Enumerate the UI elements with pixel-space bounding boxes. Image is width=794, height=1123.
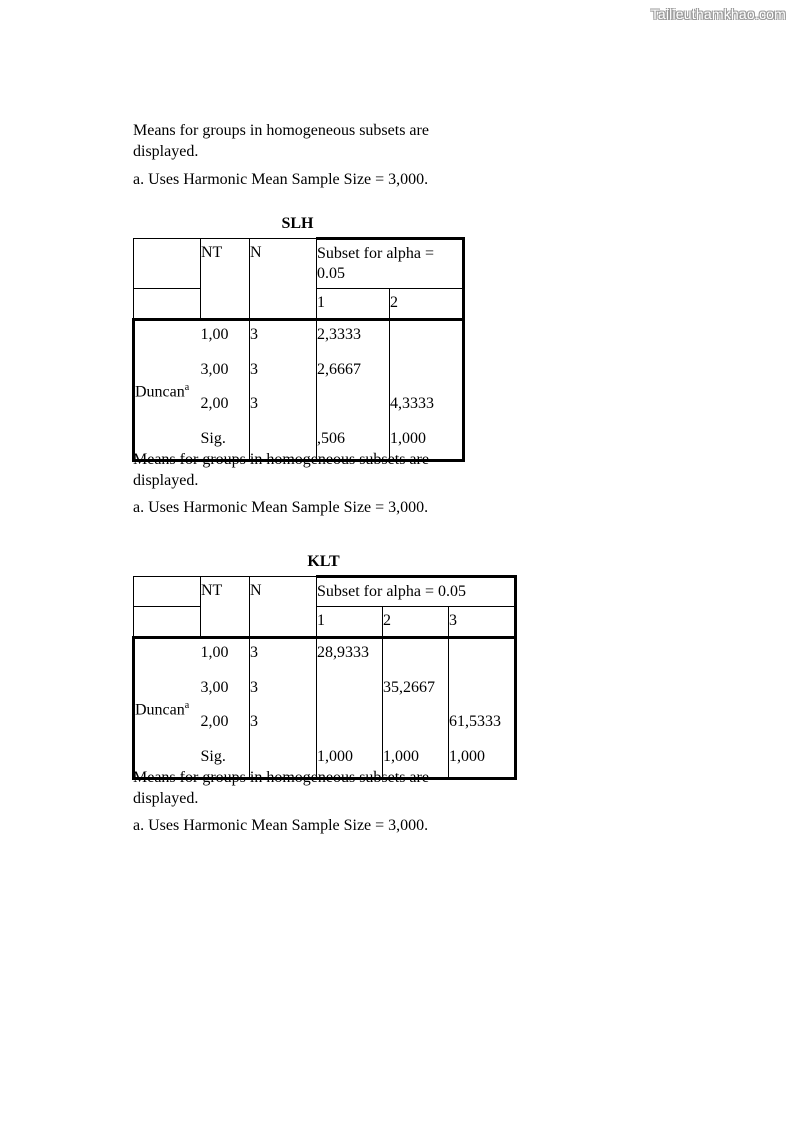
slh-corner-cell [134,239,201,289]
slh-cell-s1 [317,390,390,425]
slh-cell-nt: 1,00 [201,320,250,356]
slh-cell-nt: 3,00 [201,356,250,391]
klt-header-nt: NT [201,577,250,638]
klt-corner-cell-2 [134,607,201,638]
klt-cell-n: 3 [250,674,317,709]
klt-cell-s3 [449,674,516,709]
klt-table [132,575,517,780]
klt-cell-s2: 1,000 [383,743,449,779]
klt-subset-3: 3 [449,607,516,638]
klt-cell-n: 3 [250,708,317,743]
slh-header-subset: Subset for alpha = 0.05 [317,239,464,289]
klt-header-n: N [250,577,317,638]
watermark-text: Tailieuthamkhao.com [650,6,786,22]
slh-note-harmonic: a. Uses Harmonic Mean Sample Size = 3,000. [133,499,429,516]
klt-cell-s2: 35,2667 [383,674,449,709]
klt-cell-s1: 28,9333 [317,638,383,674]
klt-cell-s2 [383,708,449,743]
slh-cell-n: 3 [250,356,317,391]
slh-note-means: Means for groups in homogeneous subsets are displayed. [133,451,429,489]
klt-cell-s1 [317,674,383,709]
slh-header-n: N [250,239,317,320]
top-note-harmonic: a. Uses Harmonic Mean Sample Size = 3,000. [133,171,429,188]
slh-cell-n: 3 [250,390,317,425]
klt-corner-cell [134,577,201,607]
slh-cell-nt: Sig. [201,425,250,461]
klt-row-label: Duncan$^a$ [134,638,201,779]
klt-cell-nt: 3,00 [201,674,250,709]
slh-cell-s2 [390,320,464,356]
slh-cell-nt: 2,00 [201,390,250,425]
klt-cell-s1: 1,000 [317,743,383,779]
slh-cell-s1: 2,6667 [317,356,390,391]
klt-title: KLT [307,553,340,570]
slh-subset-1: 1 [317,289,390,320]
slh-cell-s2: 4,3333 [390,390,464,425]
klt-subset-1: 1 [317,607,383,638]
klt-subset-2: 2 [383,607,449,638]
klt-cell-s2 [383,638,449,674]
slh-corner-cell-2 [134,289,201,320]
slh-table [132,237,465,462]
slh-row-label: Duncan$^a$ [134,320,201,461]
klt-note-means: Means for groups in homogeneous subsets are displayed. [133,769,429,807]
klt-note-harmonic: a. Uses Harmonic Mean Sample Size = 3,000. [133,817,429,834]
klt-cell-s3: 1,000 [449,743,516,779]
klt-cell-nt: Sig. [201,743,250,779]
slh-subset-2: 2 [390,289,464,320]
slh-cell-s2: 1,000 [390,425,464,461]
slh-title: SLH [281,215,314,232]
slh-cell-s2 [390,356,464,391]
slh-cell-s1: ,506 [317,425,390,461]
klt-cell-s3: 61,5333 [449,708,516,743]
slh-header-nt: NT [201,239,250,320]
klt-header-subset: Subset for alpha = 0.05 [317,577,516,607]
klt-cell-s1 [317,708,383,743]
klt-cell-s3 [449,638,516,674]
klt-cell-n: 3 [250,638,317,674]
top-note-means: Means for groups in homogeneous subsets are displayed. [133,122,429,160]
slh-cell-s1: 2,3333 [317,320,390,356]
klt-cell-nt: 1,00 [201,638,250,674]
klt-cell-nt: 2,00 [201,708,250,743]
slh-cell-n: 3 [250,320,317,356]
